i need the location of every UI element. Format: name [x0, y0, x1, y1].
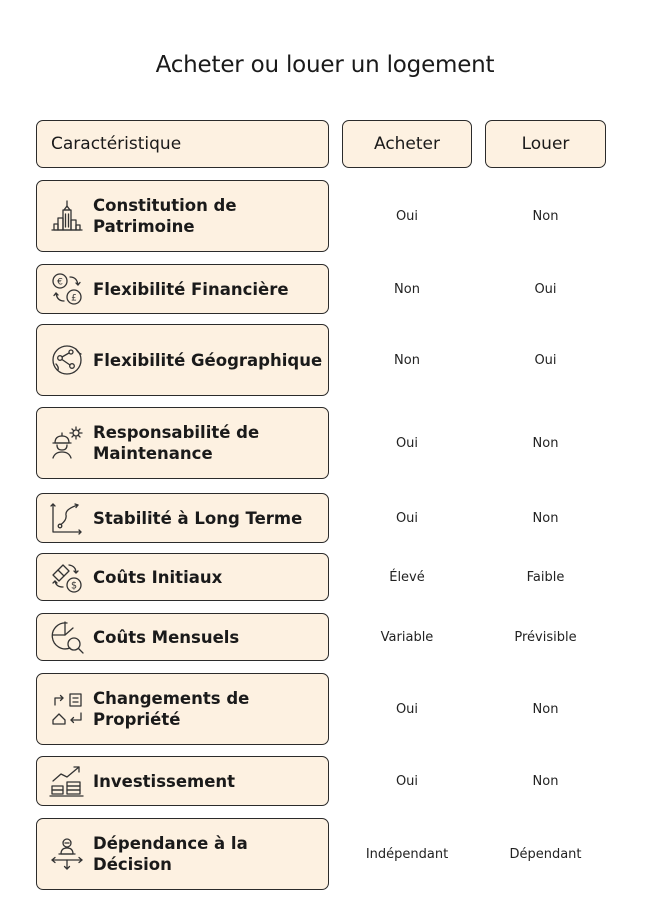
feature-row: [36, 673, 329, 745]
feature-row: [36, 553, 329, 601]
header-rent: Louer: [485, 120, 606, 168]
feature-label: Responsabilité de Maintenance: [93, 423, 260, 463]
feature-row: [36, 613, 329, 661]
rent-value: Oui: [534, 352, 557, 368]
decision-person-icon: [47, 834, 87, 874]
building-icon: [47, 196, 87, 236]
feature-label: Constitution de Patrimoine: [93, 196, 237, 236]
pie-magnifier-icon: [47, 617, 87, 657]
feature-row: [36, 818, 329, 890]
feature-row: [36, 264, 329, 314]
header-feature: Caractéristique: [36, 120, 329, 168]
header-buy: Acheter: [342, 120, 472, 168]
worker-gear-icon: [47, 423, 87, 463]
rent-value: Non: [532, 773, 559, 789]
rent-value: Non: [532, 435, 559, 451]
buy-value: Non: [394, 281, 420, 297]
rent-value: Oui: [534, 281, 557, 297]
feature-row: [36, 324, 329, 396]
feature-label: Flexibilité Financière: [93, 279, 289, 299]
rent-value: Dépendant: [509, 846, 582, 862]
cost-exchange-icon: [47, 557, 87, 597]
feature-label: Changements de Propriété: [93, 689, 250, 729]
feature-row: [36, 180, 329, 252]
globe-route-icon: [47, 340, 87, 380]
rent-value: Non: [532, 208, 559, 224]
property-change-icon: [47, 689, 87, 729]
rent-value: Non: [532, 701, 559, 717]
investment-icon: [47, 761, 87, 801]
rent-value: Non: [532, 510, 559, 526]
buy-value: Variable: [380, 629, 434, 645]
buy-value: Oui: [395, 773, 419, 789]
buy-value: Indépendant: [365, 846, 449, 862]
buy-value: Élevé: [389, 569, 425, 585]
feature-label: Coûts Initiaux: [93, 567, 223, 587]
rent-value: Faible: [526, 569, 565, 585]
feature-label: Coûts Mensuels: [93, 627, 240, 647]
buy-value: Oui: [395, 208, 419, 224]
buy-value: Oui: [395, 510, 419, 526]
buy-value: Oui: [395, 701, 419, 717]
feature-label: Flexibilité Géographique: [93, 350, 323, 370]
feature-row: [36, 493, 329, 543]
feature-row: [36, 756, 329, 806]
currency-exchange-icon: [47, 269, 87, 309]
buy-value: Non: [394, 352, 420, 368]
svg-text:$: $: [70, 580, 78, 592]
growth-chart-icon: [47, 498, 87, 538]
svg-text:€: €: [57, 277, 63, 288]
feature-label: Dépendance à la Décision: [93, 834, 248, 874]
page-title: Acheter ou louer un logement: [155, 52, 495, 78]
feature-label: Investissement: [93, 771, 236, 791]
feature-row: [36, 407, 329, 479]
svg-text:£: £: [71, 293, 77, 304]
rent-value: Prévisible: [514, 629, 577, 645]
feature-label: Stabilité à Long Terme: [93, 508, 303, 528]
buy-value: Oui: [395, 435, 419, 451]
